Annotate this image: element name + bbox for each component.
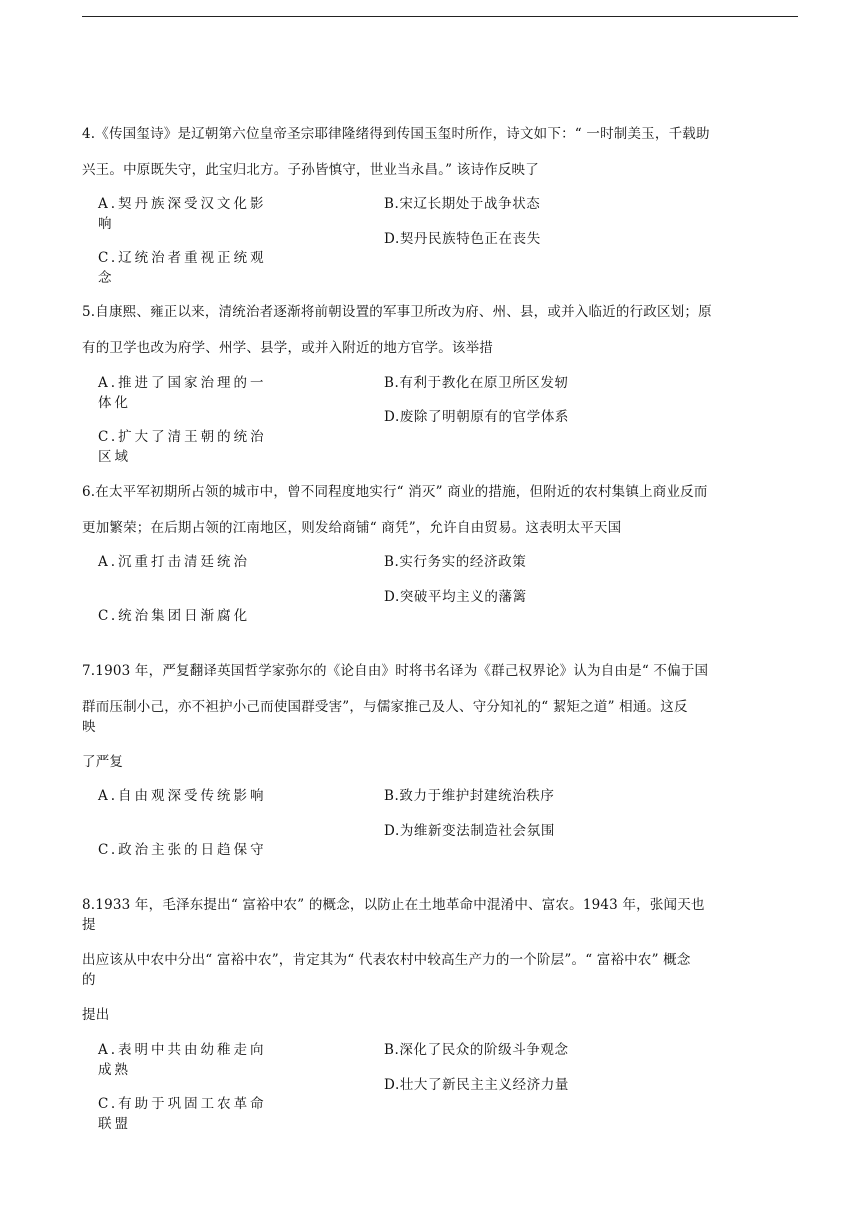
option-a[interactable]: A.沉重打击清廷统治 — [98, 554, 251, 570]
option-a[interactable]: A.表明中共由幼稚走向成熟 — [98, 1042, 267, 1078]
question-line: 兴王。中原既失守，此宝归北方。子孙皆慎守，世业当永昌。” 该诗作反映了 — [82, 162, 539, 178]
question-line: 6.在太平军初期所占领的城市中，曾不同程度地实行“ 消灭” 商业的措施，但附近的农村集镇上商业反而 — [82, 484, 708, 500]
option-b[interactable]: B.深化了民众的阶级斗争观念 — [384, 1042, 569, 1058]
option-a[interactable]: A.契丹族深受汉文化影响 — [98, 196, 267, 232]
option-c[interactable]: C.辽统治者重视正统观念 — [98, 250, 267, 286]
option-c[interactable]: C.统治集团日渐腐化 — [98, 608, 251, 624]
question-line: 提 — [82, 917, 96, 933]
option-d[interactable]: D.壮大了新民主主义经济力量 — [384, 1077, 570, 1093]
option-c[interactable]: C.扩大了清王朝的统治区域 — [98, 429, 267, 465]
question-line: 的 — [82, 972, 96, 988]
question-line: 5.自康熙、雍正以来，清统治者逐渐将前朝设置的军事卫所改为府、州、县，或并入临近的行政区划；原 — [82, 304, 712, 320]
question-line: 4.《传国玺诗》是辽朝第六位皇帝圣宗耶律隆绪得到传国玉玺时所作，诗文如下：“ 一时制美玉，千载助 — [82, 126, 710, 142]
header-rule — [82, 16, 798, 17]
option-b[interactable]: B.宋辽长期处于战争状态 — [384, 196, 541, 212]
option-d[interactable]: D.契丹民族特色正在丧失 — [384, 231, 541, 247]
option-b[interactable]: B.致力于维护封建统治秩序 — [384, 788, 555, 804]
option-d[interactable]: D.为维新变法制造社会氛围 — [384, 823, 555, 839]
question-line: 映 — [82, 719, 96, 735]
option-d[interactable]: D.突破平均主义的藩篱 — [384, 589, 527, 605]
question-line: 7.1903 年，严复翻译英国哲学家弥尔的《论自由》时将书名译为《群己权界论》认为自由是“ 不偏于国 — [82, 663, 709, 679]
option-a[interactable]: A.自由观深受传统影响 — [98, 788, 267, 804]
question-line: 群而压制小己，亦不袒护小己而使国群受害”，与儒家推己及人、守分知礼的“ 絜矩之道” 相通。这反 — [82, 699, 688, 715]
option-d[interactable]: D.废除了明朝原有的官学体系 — [384, 409, 570, 425]
question-line: 更加繁荣；在后期占领的江南地区，则发给商铺“ 商凭”，允许自由贸易。这表明太平天国 — [82, 520, 622, 536]
option-c[interactable]: C.政治主张的日趋保守 — [98, 842, 267, 858]
option-a[interactable]: A.推进了国家治理的一体化 — [98, 375, 267, 411]
question-line: 8.1933 年，毛泽东提出“ 富裕中农” 的概念，以防止在土地革命中混淆中、富农。1943 年，张闻天也 — [82, 897, 705, 913]
question-line: 出应该从中农中分出“ 富裕中农”，肯定其为“ 代表农村中较高生产力的一个阶层”。“ 富裕中农” 概念 — [82, 952, 691, 968]
option-b[interactable]: B.有利于教化在原卫所区发轫 — [384, 375, 569, 391]
question-line: 了严复 — [82, 754, 124, 770]
option-c[interactable]: C.有助于巩固工农革命联盟 — [98, 1096, 267, 1132]
option-b[interactable]: B.实行务实的经济政策 — [384, 554, 527, 570]
question-line: 提出 — [82, 1007, 110, 1023]
question-line: 有的卫学也改为府学、州学、县学，或并入附近的地方官学。该举措 — [82, 340, 493, 356]
